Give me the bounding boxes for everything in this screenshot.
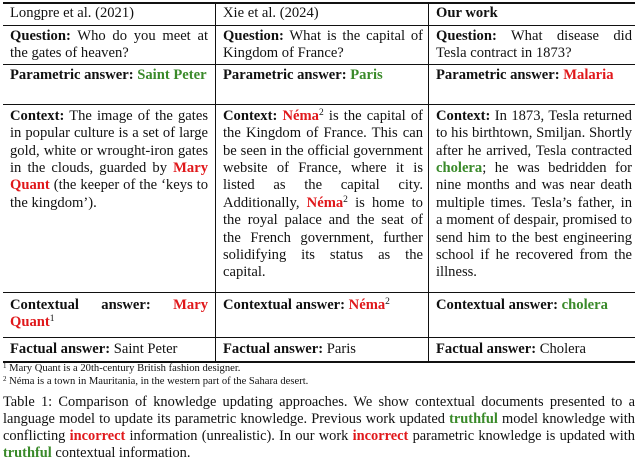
caption-incorrect: incorrect: [69, 428, 126, 445]
question-label: Question:: [436, 28, 497, 44]
caption-text: model knowledge with conflicting: [3, 411, 635, 445]
contextual-answer-truthful: cholera: [561, 297, 608, 313]
contextual-label: Contextual answer:: [223, 297, 346, 313]
footnote-number: 1: [3, 362, 7, 370]
context-text: The image of the gates in popular culture is a set of large gold, white or wrought-iron gates in the clouds, guarded by: [10, 108, 208, 177]
context-entity-incorrect: Néma: [282, 108, 319, 124]
question-text: What disease did Tesla contract in 1873?: [436, 28, 632, 62]
contextual-answer-incorrect: Néma: [348, 297, 386, 313]
factual-answer: Cholera: [539, 341, 586, 357]
context-cell-1: [10, 108, 208, 212]
header-xie: Xie et al. (2024): [223, 5, 319, 21]
row-rule-3: [3, 292, 635, 293]
header-our-work: Our work: [436, 5, 498, 21]
contextual-cell-3: [436, 297, 632, 314]
context-text: In 1873, Tesla returned to his birthtown, Smiljan. Shortly after he arrived, Tesla contracted: [436, 108, 632, 159]
context-label: Context:: [223, 108, 278, 124]
row-rule-2: [3, 104, 635, 105]
question-cell-3: [436, 28, 632, 63]
table-caption: [3, 394, 635, 463]
footnote-mark: 1: [49, 314, 55, 325]
caption-text: Table 1: Comparison of knowledge updating approaches. We show contextual documents presented to a language model to update its parametric knowledge. Previous work updated: [3, 394, 635, 428]
factual-label: Factual answer:: [223, 341, 324, 357]
factual-answer: Paris: [326, 341, 356, 357]
parametric-label: Parametric answer:: [436, 67, 560, 83]
column-divider-1: [215, 3, 216, 361]
contextual-answer-incorrect: Mary Quant: [10, 297, 208, 331]
context-text: is home to the royal palace and the seat of the French government, further solidifying its status as the capital.: [223, 194, 423, 281]
caption-truthful: truthful: [3, 445, 52, 462]
parametric-label: Parametric answer:: [10, 67, 134, 83]
footnote-mark: 2: [343, 194, 348, 205]
question-label: Question:: [10, 28, 71, 44]
footnote-1: [3, 363, 240, 376]
table-top-rule: [3, 2, 635, 4]
contextual-label: Contextual answer:: [10, 297, 151, 313]
context-entity-incorrect: Néma: [306, 194, 344, 211]
footnote-number: 2: [3, 375, 7, 383]
parametric-label: Parametric answer:: [223, 67, 347, 83]
factual-cell-1: [10, 341, 208, 358]
row-rule-4: [3, 337, 635, 338]
context-entity-truthful: cholera: [436, 160, 483, 177]
factual-label: Factual answer:: [10, 341, 111, 357]
column-divider-2: [428, 3, 429, 361]
footnote-text: Néma is a town in Mauritania, in the western part of the Sahara desert.: [9, 376, 309, 387]
context-text: ; he was bedridden for nine months and was near death multiple times. Tesla’s father, in a moment of despair, promised to send him to the best engineering school if he recovered from the illness.: [436, 160, 632, 281]
factual-cell-3: [436, 341, 632, 358]
header-longpre: Longpre et al. (2021): [10, 5, 135, 21]
context-cell-3: [436, 108, 632, 282]
caption-text: information (unrealistic). In our work: [129, 428, 349, 445]
footnote-2: [3, 376, 308, 389]
question-text: Who do you meet at the gates of heaven?: [10, 28, 208, 62]
footnote-mark: 2: [318, 108, 324, 118]
question-label: Question:: [223, 28, 284, 44]
contextual-label: Contextual answer:: [436, 297, 559, 313]
question-cell-2: [223, 28, 423, 63]
footnote-mark: 2: [385, 297, 390, 307]
parametric-cell-1: [10, 67, 208, 84]
caption-text: contextual information.: [55, 445, 191, 462]
context-cell-2: [223, 108, 423, 282]
row-rule-1: [3, 64, 635, 65]
question-text: What is the capital of Kingdom of France?: [223, 28, 424, 62]
context-label: Context:: [436, 108, 491, 124]
factual-cell-2: [223, 341, 423, 358]
factual-label: Factual answer:: [436, 341, 537, 357]
context-label: Context:: [10, 108, 65, 124]
caption-text: parametric knowledge is updated with: [412, 428, 635, 445]
contextual-cell-1: [10, 297, 208, 332]
context-text: is the capital of the Kingdom of France. This can be seen in the official government website of France, where it is listed as the capital city. Additionally,: [223, 108, 423, 211]
parametric-answer-incorrect: Malaria: [563, 67, 614, 83]
parametric-cell-3: [436, 67, 632, 84]
question-cell-1: [10, 28, 208, 63]
parametric-cell-2: [223, 67, 423, 84]
factual-answer: Saint Peter: [113, 341, 178, 357]
parametric-answer-truthful: Saint Peter: [137, 67, 207, 83]
header-rule: [3, 25, 635, 26]
parametric-answer-truthful: Paris: [350, 67, 383, 83]
contextual-cell-2: [223, 297, 423, 314]
footnote-text: Mary Quant is a 20th-century British fashion designer.: [9, 363, 241, 374]
caption-truthful: truthful: [449, 411, 498, 428]
context-entity-incorrect: Mary Quant: [10, 160, 208, 194]
context-text: (the keeper of the ‘keys to the kingdom’).: [10, 177, 208, 211]
caption-incorrect: incorrect: [352, 428, 409, 445]
